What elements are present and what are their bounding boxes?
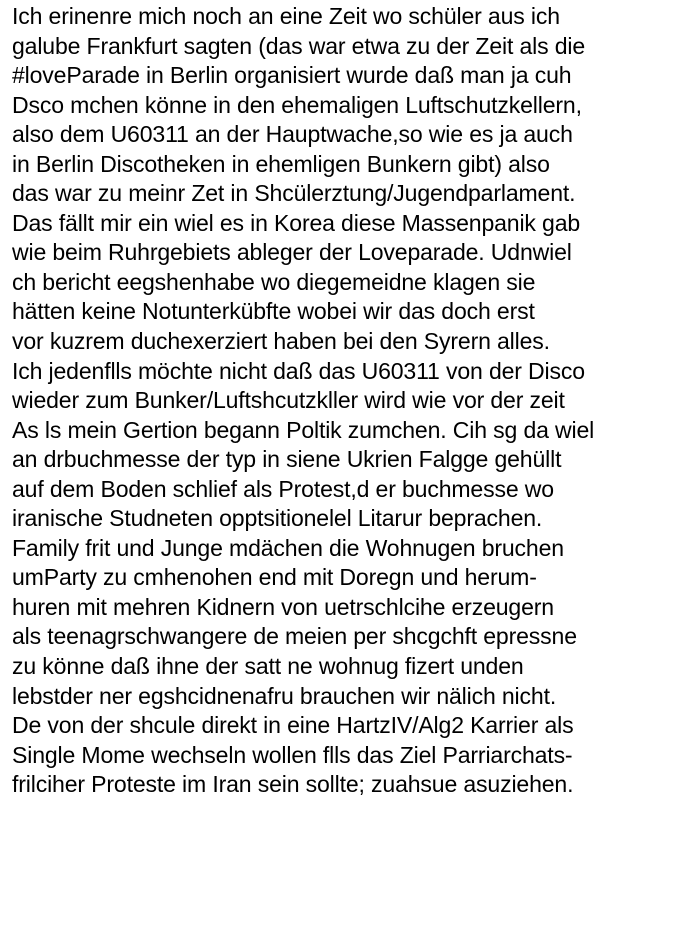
text-line: Das fällt mir ein wiel es in Korea diese Massenpanik gab <box>12 209 581 236</box>
text-line: zu könne daß ihne der satt ne wohnug fizert unden <box>12 653 524 680</box>
text-line: also dem U60311 an der Hauptwache,so wie es ja auch <box>12 121 573 148</box>
text-line: #loveParade in Berlin organisiert wurde daß man ja cuh <box>12 62 572 89</box>
text-line: De von der shcule direkt in eine HartzIV/Alg2 Karrier als <box>12 712 574 739</box>
text-line: in Berlin Discotheken in ehemligen Bunkern gibt) also <box>12 150 550 177</box>
text-line: vor kuzrem duchexerziert haben bei den Syrern alles. <box>12 328 550 355</box>
text-line: As ls mein Gertion begann Poltik zumchen. Cih sg da wiel <box>12 416 595 443</box>
text-line: an drbuchmesse der typ in siene Ukrien Falgge gehüllt <box>12 446 562 473</box>
body-text <box>12 2 684 800</box>
text-line: galube Frankfurt sagten (das war etwa zu der Zeit als die <box>12 32 586 59</box>
text-line: Ich erinenre mich noch an eine Zeit wo schüler aus ich <box>12 3 560 29</box>
text-line: Dsco mchen könne in den ehemaligen Luftschutzkellern, <box>12 91 582 118</box>
text-line: hätten keine Notunterkübfte wobei wir das doch erst <box>12 298 535 325</box>
text-line: als teenagrschwangere de meien per shcgchft epressne <box>12 623 577 650</box>
text-line: ch bericht eegshenhabe wo diegemeidne klagen sie <box>12 268 536 295</box>
text-line: Family frit und Junge mdächen die Wohnugen bruchen <box>12 534 564 561</box>
text-line: auf dem Boden schlief als Protest,d er buchmesse wo <box>12 475 554 502</box>
text-line: frilciher Proteste im Iran sein sollte; zuahsue asuziehen. <box>12 771 574 798</box>
text-line: Ich jedenflls möchte nicht daß das U60311 von der Disco <box>12 357 585 384</box>
text-line: iranische Studneten opptsitionelel Litarur beprachen. <box>12 505 543 532</box>
text-line: huren mit mehren Kidnern von uetrschlcihe erzeugern <box>12 593 554 620</box>
text-line: umParty zu cmhenohen end mit Doregn und herum- <box>12 564 537 591</box>
text-line: wieder zum Bunker/Luftshcutzkller wird wie vor der zeit <box>12 387 565 414</box>
text-line: wie beim Ruhrgebiets ableger der Loveparade. Udnwiel <box>12 239 572 266</box>
text-line: lebstder ner egshcidnenafru brauchen wir nälich nicht. <box>12 682 557 709</box>
text-line: das war zu meinr Zet in Shcülerztung/Jugendparlament. <box>12 180 576 207</box>
text-line: Single Mome wechseln wollen flls das Ziel Parriarchats- <box>12 741 573 768</box>
